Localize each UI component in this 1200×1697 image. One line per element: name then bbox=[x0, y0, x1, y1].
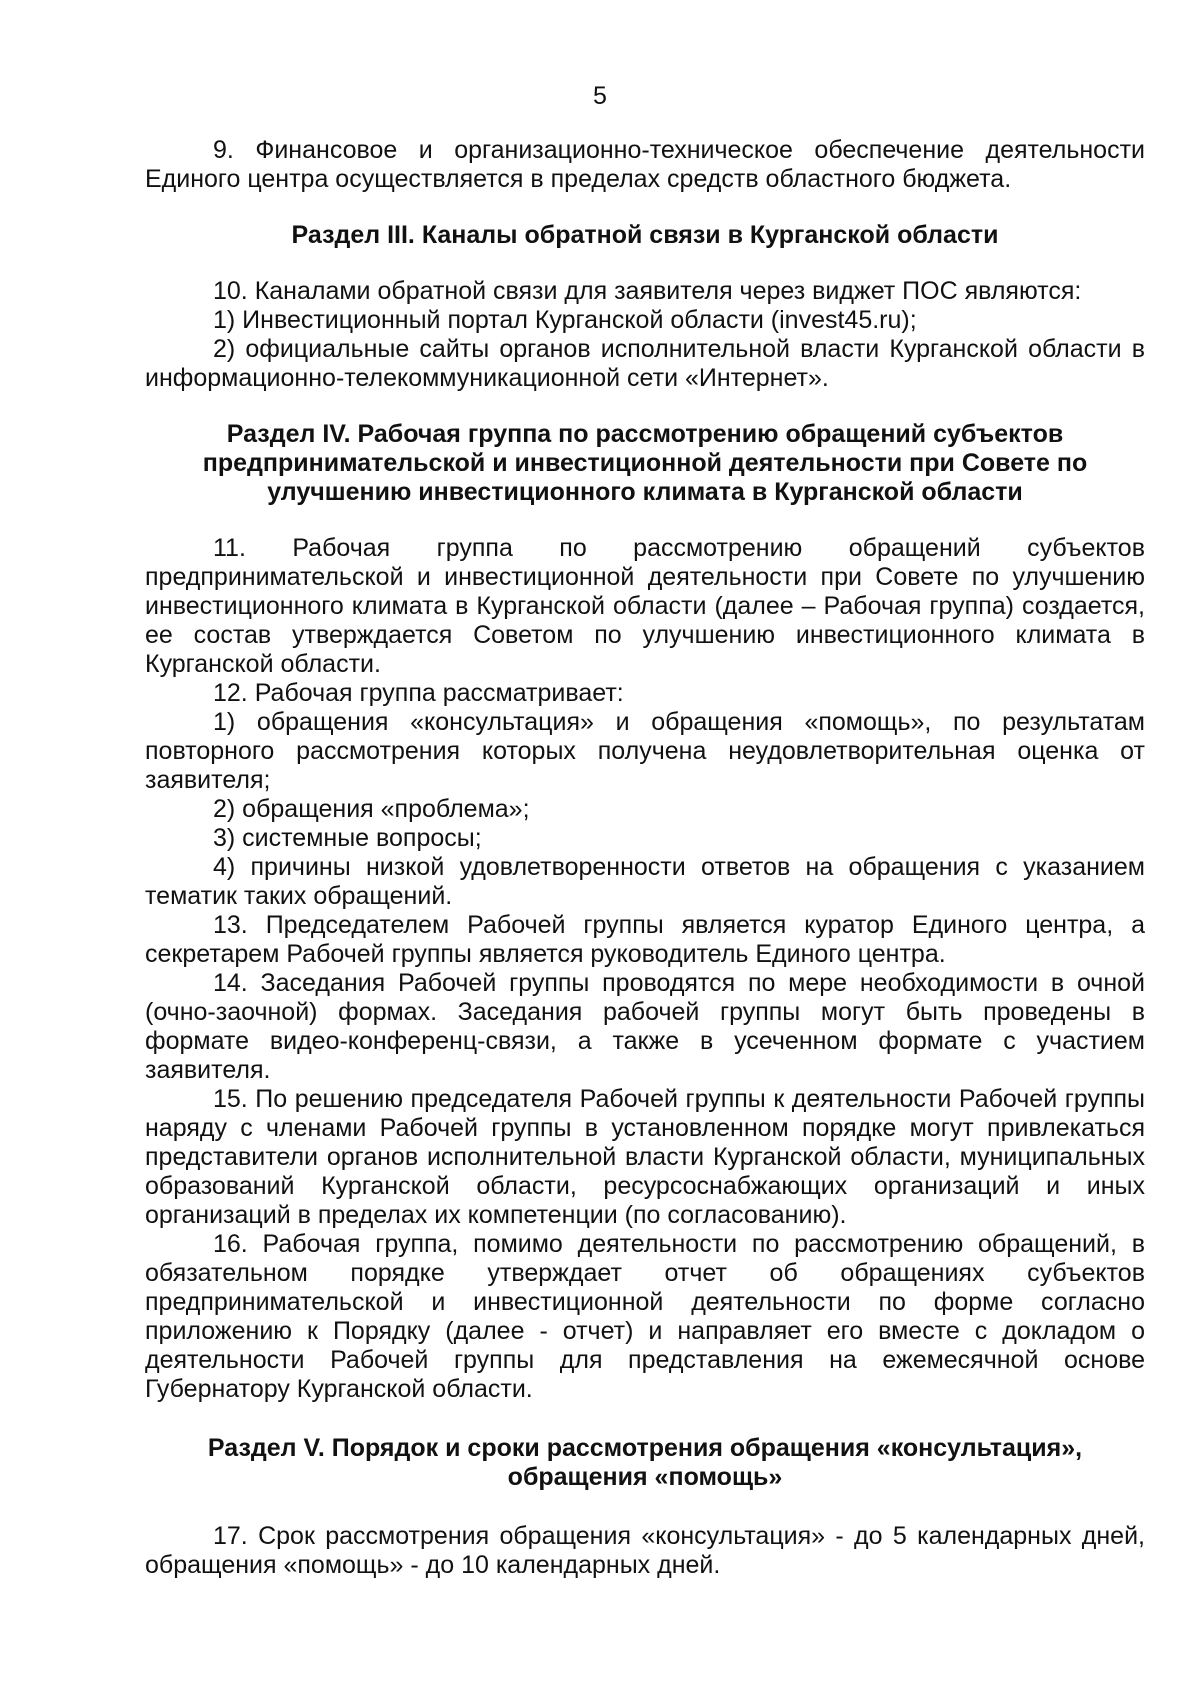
paragraph-10-item-1: 1) Инвестиционный портал Курганской области (invest45.ru); bbox=[213, 306, 917, 334]
paragraph-11: 11. Рабочая группа по рассмотрению обращений субъектов предпринимательской и инвестиционной деятельности при Совете по улучшению инвестиционного климата в Курганской области (далее – Рабочая группа) создается, ее состав утверждается Советом по улучшению инвестиционного климата в Курганской области. bbox=[145, 534, 1145, 678]
document-body bbox=[145, 136, 1145, 1580]
paragraph-14: 14. Заседания Рабочей группы проводятся по мере необходимости в очной (очно-заочной) формах. Заседания рабочей группы могут быть проведены в формате видео-конференц-связи, а также в усеченном формате с участием заявителя. bbox=[145, 969, 1145, 1084]
paragraph-12-item-3: 3) системные вопросы; bbox=[213, 824, 482, 852]
paragraph-12-item-1: 1) обращения «консультация» и обращения «помощь», по результатам повторного рассмотрения которых получена неудовлетворительная оценка от заявителя; bbox=[145, 708, 1145, 794]
paragraph-10-item-2: 2) официальные сайты органов исполнительной власти Курганской области в информационно-телекоммуникационной сети «Интернет». bbox=[145, 335, 1145, 392]
section-5-heading: Раздел V. Порядок и сроки рассмотрения обращения «консультация», обращения «помощь» bbox=[207, 1434, 1083, 1491]
section-4-heading: Раздел IV. Рабочая группа по рассмотрению обращений субъектов предпринимательской и инвестиционной деятельности при Совете по улучшению инвестиционного климата в Курганской области bbox=[202, 420, 1088, 506]
paragraph-17: 17. Срок рассмотрения обращения «консультация» - до 5 календарных дней, обращения «помощь» - до 10 календарных дней. bbox=[145, 1522, 1145, 1579]
page-number: 5 bbox=[593, 82, 607, 110]
paragraph-10: 10. Каналами обратной связи для заявителя через виджет ПОС являются: bbox=[213, 277, 1082, 305]
paragraph-15: 15. По решению председателя Рабочей группы к деятельности Рабочей группы наряду с членами Рабочей группы в установленном порядке могут привлекаться представители органов исполнительной власти Курганской области, муниципальных образований Курганской области, ресурсоснабжающих организаций и иных организаций в пределах их компетенции (по согласованию). bbox=[145, 1085, 1145, 1229]
section-3-heading: Раздел III. Каналы обратной связи в Курганской области bbox=[291, 221, 999, 249]
paragraph-12-item-2: 2) обращения «проблема»; bbox=[213, 795, 530, 823]
paragraph-13: 13. Председателем Рабочей группы является куратор Единого центра, а секретарем Рабочей группы является руководитель Единого центра. bbox=[145, 911, 1145, 968]
paragraph-9: 9. Финансовое и организационно-техническое обеспечение деятельности Единого центра осуществляется в пределах средств областного бюджета. bbox=[145, 136, 1145, 193]
paragraph-12: 12. Рабочая группа рассматривает: bbox=[213, 679, 624, 707]
paragraph-16: 16. Рабочая группа, помимо деятельности по рассмотрению обращений, в обязательном порядке утверждает отчет об обращениях субъектов предпринимательской и инвестиционной деятельности по форме согласно приложению к Порядку (далее - отчет) и направляет его вместе с докладом о деятельности Рабочей группы для представления на ежемесячной основе Губернатору Курганской области. bbox=[145, 1230, 1145, 1403]
paragraph-12-item-4: 4) причины низкой удовлетворенности ответов на обращения с указанием тематик таких обращений. bbox=[145, 853, 1145, 910]
